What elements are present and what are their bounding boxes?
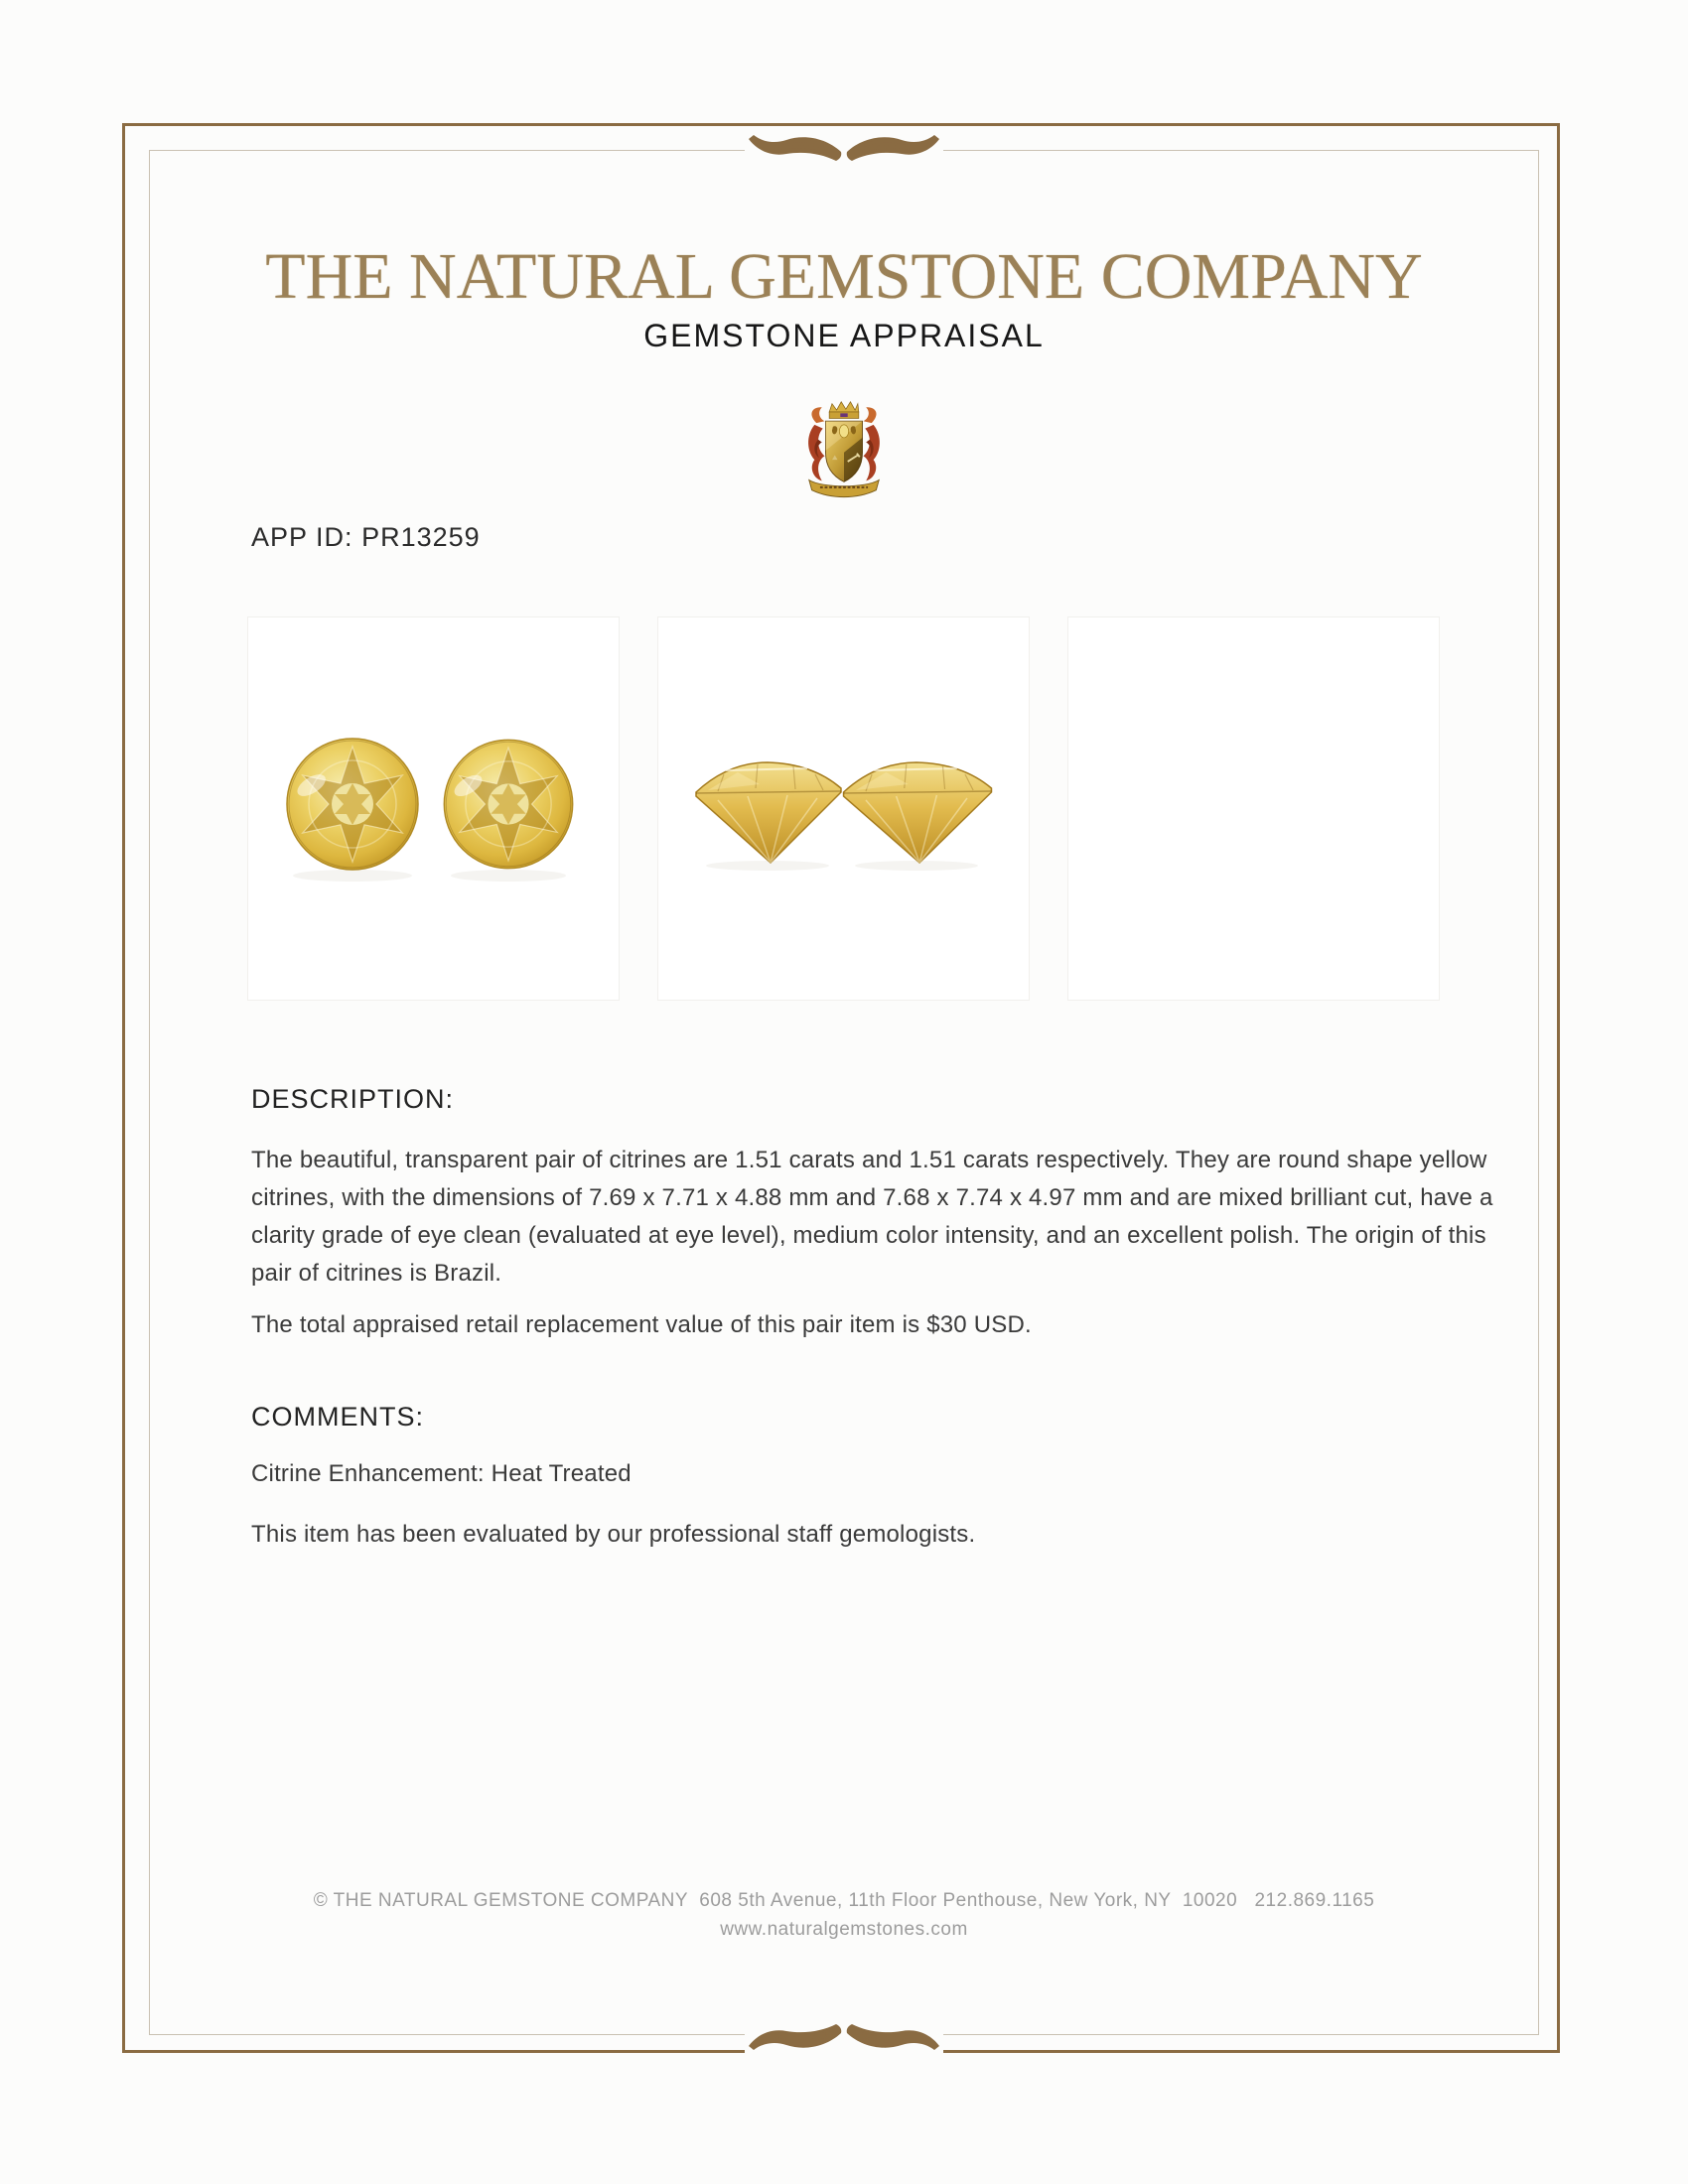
app-id-value: PR13259	[361, 522, 481, 552]
photo-citrine-face-view	[248, 617, 619, 1000]
scroll-flourish-icon	[745, 129, 943, 171]
evaluation-line: This item has been evaluated by our professional staff gemologists.	[251, 1521, 976, 1548]
company-crest-icon	[800, 399, 888, 498]
brand-title: THE NATURAL GEMSTONE COMPANY	[265, 240, 1423, 313]
footer-website: www.naturalgemstones.com	[720, 1919, 968, 1940]
app-id	[251, 524, 481, 551]
appraised-value-line: The total appraised retail replacement value of this pair item is $30 USD.	[251, 1311, 1032, 1338]
photo-citrine-side-view	[658, 617, 1029, 1000]
footer-address-line: © THE NATURAL GEMSTONE COMPANY 608 5th Avenue, 11th Floor Penthouse, New York, NY 10020 212.869.1165	[313, 1890, 1375, 1911]
photo-empty-slot	[1068, 617, 1439, 1000]
enhancement-line: Citrine Enhancement: Heat Treated	[251, 1460, 632, 1487]
description-heading: DESCRIPTION:	[251, 1084, 455, 1114]
comments-heading: COMMENTS:	[251, 1402, 424, 1432]
document-type-subtitle: GEMSTONE APPRAISAL	[643, 318, 1045, 353]
description-paragraph: The beautiful, transparent pair of citrines are 1.51 carats and 1.51 carats respectively. They are round shape yellow citrines, with the dimensions of 7.69 x 7.71 x 4.88 mm and 7.68 x 7.74 x 4.97 mm and are mixed brilliant cut, have a clarity grade of eye clean (evaluated at eye level), medium color intensity, and an excellent polish. The origin of this pair of citrines is Brazil.	[251, 1147, 1493, 1287]
app-id-label: APP ID:	[251, 522, 353, 552]
scroll-flourish-icon	[745, 2014, 943, 2056]
